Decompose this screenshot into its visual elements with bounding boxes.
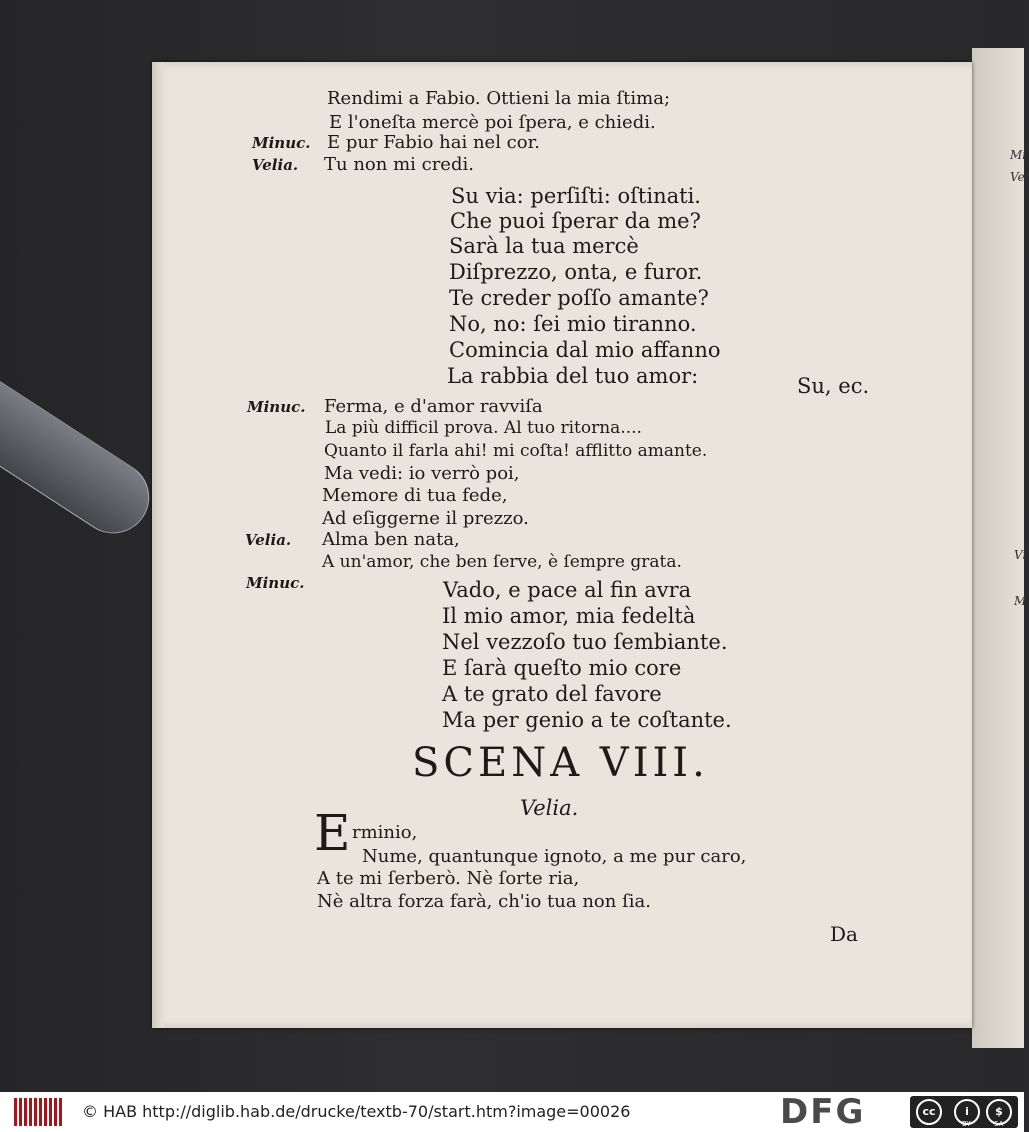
aria-line: Diſprezzo, onta, e furor. bbox=[449, 260, 703, 284]
next-page-label: M bbox=[1014, 594, 1027, 608]
aria-line: Su via: perſiſti: oſtinati. bbox=[451, 184, 701, 208]
text-line: Quanto il farla ahi! mi coſta! afflitto amante. bbox=[324, 441, 708, 461]
text-line: La più difficil prova. Al tuo ritorna.... bbox=[325, 418, 642, 438]
speaker-label: Minuc. bbox=[247, 398, 306, 416]
aria-line: No, no: ſei mio tiranno. bbox=[449, 312, 697, 336]
by-label: BY bbox=[962, 1120, 971, 1128]
next-page-label: Vi bbox=[1014, 548, 1027, 562]
scene-character: Velia. bbox=[520, 796, 579, 820]
footer-copyright-link[interactable]: © HAB http://diglib.hab.de/drucke/textb-70/start.htm?image=00026 bbox=[82, 1102, 631, 1121]
aria-line: A te grato del favore bbox=[442, 682, 662, 706]
aria-line: Ma per genio a te coſtante. bbox=[442, 708, 732, 732]
text-line: Alma ben nata, bbox=[322, 529, 460, 550]
text-line: Nè altra forza farà, ch'io tua non ſia. bbox=[317, 891, 651, 912]
drop-cap: E bbox=[314, 804, 351, 862]
text-line: A un'amor, che ben ſerve, è ſempre grata. bbox=[322, 552, 682, 572]
text-line: E l'oneſta mercè poi ſpera, e chiedi. bbox=[329, 112, 656, 133]
catchword: Da bbox=[830, 922, 858, 946]
aria-line: Vado, e pace al fin avra bbox=[443, 578, 692, 602]
text-line: Ad eſiggerne il prezzo. bbox=[322, 508, 529, 529]
cc-license-badge[interactable] bbox=[910, 1096, 1018, 1128]
aria-line: E ſarà queſto mio core bbox=[442, 656, 682, 680]
aria-line: Sarà la tua mercè bbox=[449, 234, 639, 258]
text-line: E pur Fabio hai nel cor. bbox=[327, 132, 540, 153]
aria-line: La rabbia del tuo amor: bbox=[447, 364, 699, 388]
speaker-label: Minuc. bbox=[252, 134, 311, 152]
aria-line: Comincia dal mio affanno bbox=[449, 338, 721, 362]
text-line: Tu non mi credi. bbox=[324, 154, 474, 175]
next-page-label: Mi bbox=[1010, 148, 1027, 162]
sa-icon: $ bbox=[986, 1099, 1012, 1125]
text-line: rminio, bbox=[352, 822, 418, 843]
text-line: Memore di tua fede, bbox=[322, 485, 508, 506]
aria-line: Il mio amor, mia fedeltà bbox=[442, 604, 696, 628]
footer-bar bbox=[0, 1092, 1024, 1132]
text-line: A te mi ſerberò. Nè ſorte ria, bbox=[317, 868, 580, 889]
speaker-label: Minuc. bbox=[246, 574, 305, 592]
text-line: Ferma, e d'amor ravviſa bbox=[324, 396, 543, 417]
aria-refrain: Su, ec. bbox=[797, 374, 870, 398]
next-page-label: Vel bbox=[1010, 170, 1029, 184]
next-page-edge bbox=[972, 48, 1029, 1048]
speaker-label: Velia. bbox=[252, 156, 299, 174]
page-gutter bbox=[152, 62, 164, 1028]
text-line: Ma vedi: io verrò poi, bbox=[324, 463, 520, 484]
sa-label: SA bbox=[994, 1120, 1004, 1128]
text-line: Nume, quantunque ignoto, a me pur caro, bbox=[362, 846, 747, 867]
speaker-label: Velia. bbox=[245, 531, 292, 549]
cc-icon: cc bbox=[916, 1099, 942, 1125]
aria-line: Te creder poſſo amante? bbox=[449, 286, 709, 310]
scene-title: SCENA VIII. bbox=[412, 740, 709, 786]
hab-logo[interactable] bbox=[14, 1098, 70, 1126]
text-line: Rendimi a Fabio. Ottieni la mia ſtima; bbox=[327, 88, 671, 109]
aria-line: Che puoi ſperar da me? bbox=[450, 209, 701, 233]
aria-line: Nel vezzoſo tuo ſembiante. bbox=[442, 630, 728, 654]
by-icon: i bbox=[954, 1099, 980, 1125]
dfg-logo[interactable]: DFG bbox=[780, 1092, 866, 1132]
